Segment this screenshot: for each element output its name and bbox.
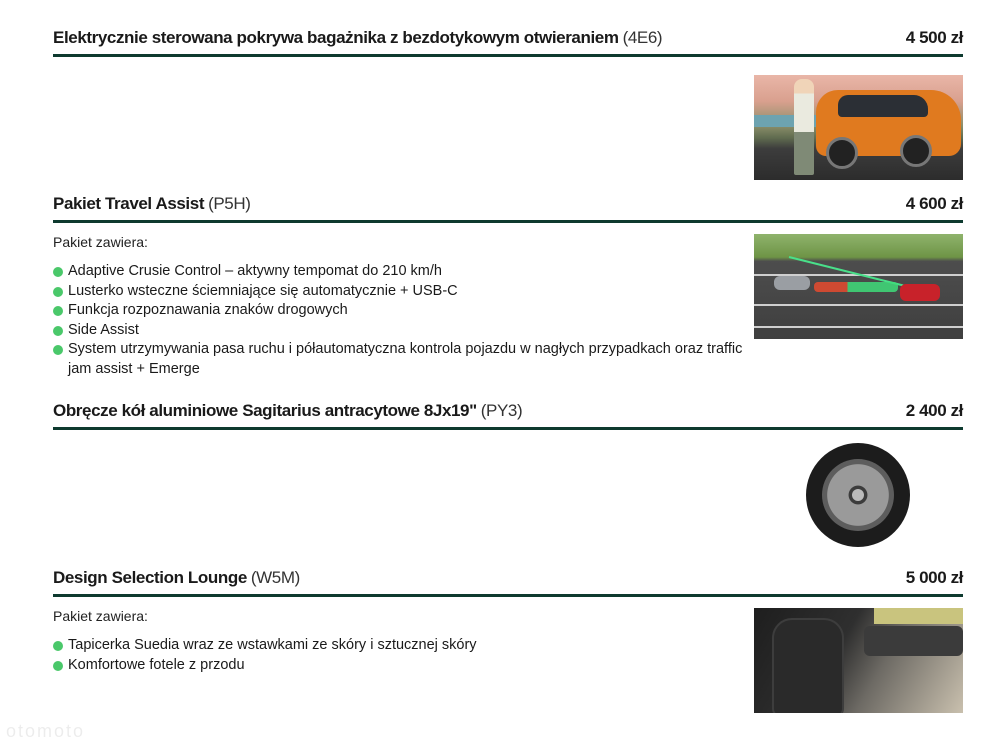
option-trunk-lid [53,28,963,54]
feature-item: Lusterko wsteczne ściemniające się automatycznie + USB-C [53,282,753,302]
feature-item: Funkcja rozpoznawania znaków drogowych [53,301,753,321]
option-code: (4E6) [622,28,663,47]
feature-item: Tapicerka Suedia wraz ze wstawkami ze skóry i sztucznej skóry [53,636,753,656]
option-name: Elektrycznie sterowana pokrywa bagażnika z bezdotykowym otwieraniem [53,28,619,47]
option-content [53,234,753,379]
option-price: 4 500 zł [905,28,963,47]
option-price: 2 400 zł [905,401,963,420]
option-price: 4 600 zł [905,194,963,213]
travel-assist-road-photo [754,234,963,339]
option-price: 5 000 zł [905,568,963,587]
watermark-logo: otomoto [6,721,86,741]
feature-item: Adaptive Crusie Control – aktywny tempomat do 210 km/h [53,262,753,282]
option-travel-assist [53,194,963,377]
section-divider [53,427,963,430]
option-design-selection-lounge [53,568,963,673]
option-title [53,194,250,214]
feature-list [53,636,753,675]
option-content [53,608,753,675]
alloy-wheel-photo [754,443,963,548]
option-header [53,28,963,54]
section-divider [53,594,963,597]
option-name: Pakiet Travel Assist [53,194,205,213]
option-name: Design Selection Lounge [53,568,247,587]
option-header [53,194,963,220]
includes-label: Pakiet zawiera: [53,234,148,250]
option-code: (PY3) [480,401,523,420]
option-name: Obręcze kół aluminiowe Sagitarius antracytowe 8Jx19" [53,401,477,420]
interior-photo [754,608,963,713]
option-title [53,401,522,421]
trunk-lid-photo [754,75,963,180]
section-divider [53,54,963,57]
includes-label: Pakiet zawiera: [53,608,148,624]
option-alloy-wheels [53,401,963,427]
option-title [53,568,300,588]
section-divider [53,220,963,223]
feature-item: Side Assist [53,321,753,341]
option-header [53,401,963,427]
feature-list [53,262,753,379]
option-header [53,568,963,594]
feature-item: Komfortowe fotele z przodu [53,656,753,676]
option-title [53,28,662,48]
option-code: (P5H) [208,194,251,213]
option-code: (W5M) [250,568,300,587]
feature-item: System utrzymywania pasa ruchu i półautomatyczna kontrola pojazdu w nagłych przypadkach oraz traffic jam assist + Emerge [53,340,753,379]
